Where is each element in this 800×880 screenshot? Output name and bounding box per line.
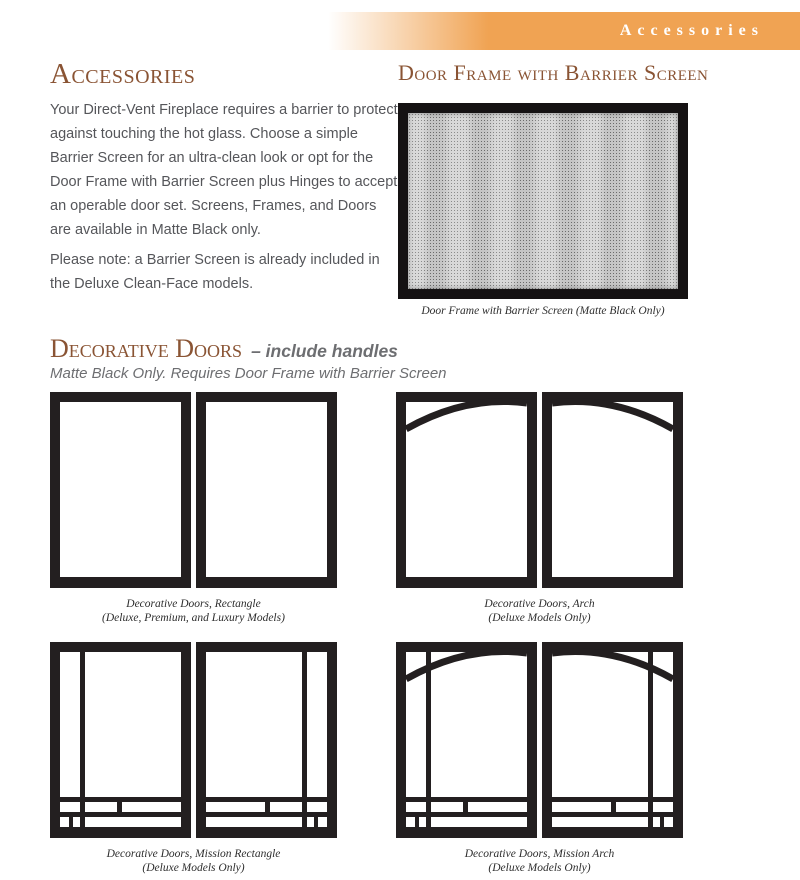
decorative-doors-subtitle: Matte Black Only. Requires Door Frame with Barrier Screen — [50, 365, 447, 382]
accessories-section-title: Accessories — [50, 58, 196, 90]
page-header-label: Accessories — [619, 22, 764, 39]
caption-line-1: Decorative Doors, Mission Rectangle — [106, 848, 281, 860]
decorative-doors-section-title — [50, 334, 398, 364]
door-panel-mission-rectangle-left — [50, 642, 191, 838]
door-panel-mission-rectangle-right — [196, 642, 337, 838]
mission-rectangle-doors-caption — [50, 847, 337, 875]
decorative-doors-mission-rectangle-figure — [50, 642, 337, 838]
caption-line-2: (Deluxe Models Only) — [488, 612, 591, 624]
door-panel-mission-arch-left — [396, 642, 537, 838]
decorative-doors-arch-figure — [396, 392, 683, 588]
arch-doors-caption — [396, 597, 683, 625]
accessories-intro-paragraph: Your Direct-Vent Fireplace requires a barrier to protect against touching the hot glass. Choose a simple Barrier Screen for an ultra-clean look or opt for the Door Frame with Barrier Screen plus Hinges to accept an operable door set. Screens, Frames, and Doors are available in Matte Black only. — [50, 102, 398, 238]
barrier-screen-photo — [398, 103, 688, 299]
mission-arch-doors-caption — [396, 847, 683, 875]
decorative-doors-title-suffix: – include handles — [251, 341, 398, 361]
page-header-banner — [328, 12, 800, 50]
barrier-screen-caption: Door Frame with Barrier Screen (Matte Black Only) — [421, 305, 665, 317]
door-panel-arch-left — [396, 392, 537, 588]
decorative-doors-title: Decorative Doors — [50, 334, 243, 363]
caption-line-1: Decorative Doors, Rectangle — [126, 598, 261, 610]
caption-line-1: Decorative Doors, Arch — [484, 598, 595, 610]
accessories-note-paragraph: Please note: a Barrier Screen is already included in the Deluxe Clean-Face models. — [50, 252, 380, 292]
door-panel-rectangle-left — [50, 392, 191, 588]
caption-line-2: (Deluxe, Premium, and Luxury Models) — [102, 612, 285, 624]
door-panel-rectangle-right — [196, 392, 337, 588]
door-frame-section-title: Door Frame with Barrier Screen — [398, 60, 709, 85]
door-panel-mission-arch-right — [542, 642, 683, 838]
decorative-doors-mission-arch-figure — [396, 642, 683, 838]
caption-line-2: (Deluxe Models Only) — [488, 862, 591, 874]
rectangle-doors-caption — [50, 597, 337, 625]
decorative-doors-rectangle-figure — [50, 392, 337, 588]
caption-line-1: Decorative Doors, Mission Arch — [464, 848, 615, 860]
door-panel-arch-right — [542, 392, 683, 588]
caption-line-2: (Deluxe Models Only) — [142, 862, 245, 874]
